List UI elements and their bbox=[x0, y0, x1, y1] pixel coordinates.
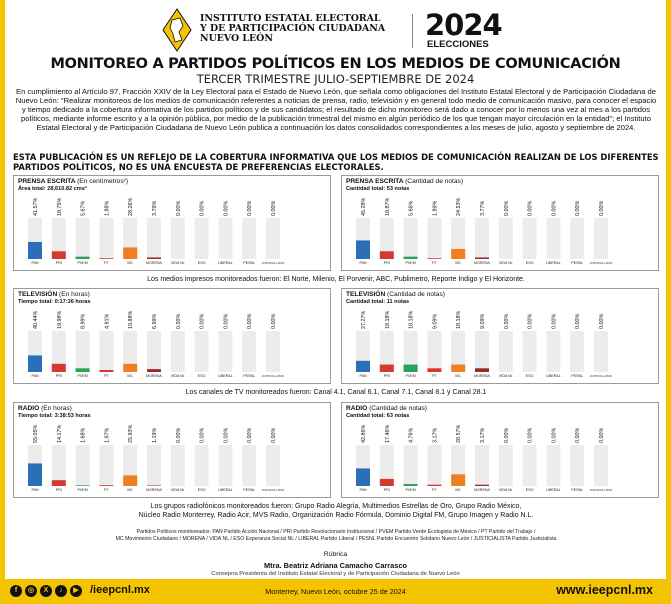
bar-value-label: 0.00% bbox=[599, 200, 605, 216]
bar-background bbox=[147, 331, 161, 372]
category-label: LIBERAL bbox=[546, 488, 561, 492]
instagram-icon[interactable]: ◎ bbox=[25, 585, 37, 597]
chart-total: Cantidad total: 63 notas bbox=[346, 413, 410, 419]
bar-value-label: 0.00% bbox=[175, 200, 182, 216]
bar-value-label: 0.00% bbox=[551, 313, 558, 329]
bar-value-label: 1.68% bbox=[80, 427, 87, 443]
category-label: PRI bbox=[383, 488, 390, 492]
category-label: PVEM bbox=[405, 488, 416, 492]
bar-value-label: 0.00% bbox=[199, 200, 206, 216]
institute-line-3: NUEVO LEÓN bbox=[200, 33, 273, 44]
category-label: JUSTICIA-LISTA bbox=[261, 374, 285, 378]
category-label: MORENA bbox=[474, 488, 490, 492]
category-label: PT bbox=[432, 261, 437, 265]
social-handle[interactable]: /ieepcnl.mx bbox=[90, 584, 150, 596]
bar-value-label: 0.00% bbox=[175, 427, 182, 443]
category-label: ESO bbox=[197, 488, 206, 492]
category-label: LIBERAL bbox=[218, 488, 233, 492]
category-label: ESO bbox=[525, 261, 534, 265]
bar-value-label: 0.00% bbox=[575, 313, 582, 329]
bar-pan bbox=[28, 463, 42, 486]
bar-value-label: 0.00% bbox=[527, 427, 534, 443]
bar-pvem bbox=[404, 484, 418, 486]
bar-background bbox=[499, 218, 513, 259]
bar-background bbox=[499, 445, 513, 486]
caption-prensa: Los medios impresos monitoreados fueron: El Norte, Milenio, El Porvenir, ABC, Publimetro, Reporte Indigo y El Horizonte. bbox=[147, 276, 525, 283]
signer-name: Mtra. Beatriz Adriana Camacho Carrasco bbox=[263, 561, 408, 570]
bar-morena bbox=[475, 257, 489, 259]
elections-label: ELECCIONES bbox=[427, 39, 489, 50]
category-label: VIDA NL bbox=[170, 488, 185, 492]
bar-background bbox=[523, 445, 537, 486]
elections-logo bbox=[425, 8, 507, 52]
bar-value-label: 18.18% bbox=[456, 310, 463, 329]
bar-value-label: 18.18% bbox=[384, 310, 391, 329]
category-label: PT bbox=[104, 374, 109, 378]
category-label: LIBERAL bbox=[218, 261, 233, 265]
category-label: MORENA bbox=[146, 488, 162, 492]
bar-value-label: 17.46% bbox=[384, 424, 391, 443]
bar-background bbox=[171, 331, 185, 372]
bar-pan bbox=[356, 240, 370, 259]
bar-background bbox=[546, 445, 560, 486]
bar-mc bbox=[123, 247, 137, 259]
chart-title-text: RADIO bbox=[18, 405, 42, 412]
category-label: MC bbox=[127, 488, 133, 492]
chart-title bbox=[346, 405, 427, 412]
category-label: PESNL bbox=[571, 374, 584, 378]
bar-background bbox=[523, 331, 537, 372]
party-legend bbox=[13, 529, 659, 543]
bar-background bbox=[99, 331, 113, 372]
bar-pri bbox=[380, 365, 394, 372]
bar-value-label: 19.98% bbox=[56, 310, 63, 329]
category-label: PAN bbox=[359, 374, 367, 378]
category-label: ESO bbox=[197, 261, 206, 265]
category-label: JUSTICIA-LISTA bbox=[261, 261, 285, 265]
bar-pri bbox=[52, 251, 66, 259]
chart-title bbox=[18, 291, 90, 298]
bar-value-label: 0.00% bbox=[247, 427, 254, 443]
bar-pvem bbox=[76, 368, 90, 372]
category-label: PT bbox=[432, 488, 437, 492]
bar-background bbox=[171, 445, 185, 486]
bar-value-label: 45.28% bbox=[361, 197, 367, 216]
bar-background bbox=[195, 331, 209, 372]
bar-background bbox=[523, 218, 537, 259]
bar-value-label: 1.88% bbox=[104, 200, 111, 216]
bar-background bbox=[99, 445, 113, 486]
chart-tv-horas bbox=[13, 288, 331, 384]
chart-unit: (Cantidad de notas) bbox=[387, 291, 445, 298]
bar-chart bbox=[14, 419, 330, 497]
category-label: JUSTICIA-LISTA bbox=[261, 488, 285, 492]
category-label: PESNL bbox=[243, 488, 256, 492]
bar-value-label: 18.87% bbox=[384, 197, 391, 216]
bar-background bbox=[147, 218, 161, 259]
bar-value-label: 3.77% bbox=[480, 200, 486, 216]
bar-value-label: 0.00% bbox=[175, 313, 182, 329]
chart-total: Cantidad total: 11 notas bbox=[346, 299, 410, 305]
bar-background bbox=[76, 445, 90, 486]
bar-value-label: 28.26% bbox=[128, 197, 135, 216]
bar-value-label: 28.57% bbox=[456, 424, 463, 443]
header-divider bbox=[412, 14, 413, 48]
notice-paragraph: ESTA PUBLICACIÓN ES UN REFLEJO DE LA COBERTURA INFORMATIVA QUE LOS MEDIOS DE COMUNICACIÓN REALIZAN DE LOS DIFERENTES PARTIDOS POLÍTICOS, NO ES UNA ENCUESTA DE PREFERENCIAS ELECTORALES. bbox=[13, 152, 659, 172]
rubrica-label: Rúbrica bbox=[323, 551, 348, 558]
bar-background bbox=[147, 445, 161, 486]
bar-mc bbox=[123, 364, 137, 372]
bar-pt bbox=[99, 370, 113, 372]
bar-pan bbox=[356, 468, 370, 486]
caption-tv: Los canales de TV monitoreados fueron: Canal 4.1, Canal 6.1, Canal 7.1, Canal 8.1 y Canal 28.1 bbox=[185, 389, 487, 396]
bar-background bbox=[546, 331, 560, 372]
bar-pt bbox=[99, 485, 113, 486]
bar-background bbox=[427, 331, 441, 372]
institute-line-2: Y DE PARTICIPACIÓN CIUDADANA bbox=[200, 23, 386, 34]
chart-title bbox=[346, 178, 463, 185]
bar-value-label: 1.97% bbox=[104, 427, 111, 443]
intro-paragraph: En cumplimiento al Artículo 97, Fracción XXIV de la Ley Electoral para el Estado de Nuevo León, que señala como obligaciones del Instituto Estatal Electoral y de Participación Ciudadana de Nuevo León: "Realizar monitoreos de los medios de comunicación referentes a noticias de prensa, radio, televisión y en general todo medio de comunicación masivo, para conocer el espacio y tiempo dedicado a la cobertura informativa de los partidos políticos y de sus candidatos; el resultado de dicho monitoreo será dado a conocer por lo menos una vez al mes a los partidos políticos, mediante informe escrito y a la opinión pública, por medio de la publicación trimestral del mismo en algún periódico de los que tengan mayor circulación en la entidad"; el Instituto Estatal Electoral y de Participación Ciudadana de Nuevo León publica a continuación los datos consolidados correspondientes a los meses de julio, agosto y septiembre de 2024. bbox=[15, 87, 657, 133]
category-label: VIDA NL bbox=[498, 261, 513, 265]
bar-background bbox=[594, 331, 608, 372]
left-border bbox=[0, 0, 5, 604]
bar-background bbox=[570, 331, 584, 372]
bar-value-label: 3.79% bbox=[152, 200, 158, 216]
category-label: MORENA bbox=[146, 261, 162, 265]
chart-title-text: TELEVISIÓN bbox=[346, 291, 388, 298]
bar-value-label: 55.05% bbox=[33, 424, 39, 443]
bar-background bbox=[475, 445, 489, 486]
category-label: MC bbox=[127, 374, 133, 378]
bar-background bbox=[475, 218, 489, 259]
bar-background bbox=[76, 331, 90, 372]
chart-title bbox=[346, 291, 445, 298]
chart-total: Cantidad total: 53 notas bbox=[346, 186, 410, 192]
bar-background bbox=[218, 331, 232, 372]
bar-value-label: 1.19% bbox=[152, 427, 158, 443]
bar-chart bbox=[14, 305, 330, 383]
category-label: MC bbox=[127, 261, 133, 265]
bar-value-label: 9.09% bbox=[432, 313, 439, 329]
bar-background bbox=[195, 218, 209, 259]
place-date: Monterrey, Nuevo León, octubre 25 de 2024 bbox=[265, 587, 406, 596]
category-label: MORENA bbox=[474, 374, 490, 378]
bar-value-label: 0.00% bbox=[271, 427, 277, 443]
bar-value-label: 0.00% bbox=[575, 200, 582, 216]
bar-background bbox=[76, 218, 90, 259]
bar-value-label: 24.53% bbox=[456, 197, 463, 216]
page-title: MONITOREO A PARTIDOS POLÍTICOS EN LOS MEDIOS DE COMUNICACIÓN bbox=[50, 56, 621, 72]
bar-value-label: 41.57% bbox=[33, 197, 39, 216]
institute-line-1: INSTITUTO ESTATAL ELECTORAL bbox=[200, 13, 381, 24]
bar-value-label: 25.93% bbox=[128, 424, 135, 443]
category-label: PESNL bbox=[571, 488, 584, 492]
bar-background bbox=[195, 445, 209, 486]
category-label: JUSTICIA-LISTA bbox=[589, 261, 613, 265]
bar-value-label: 14.17% bbox=[56, 424, 63, 443]
bar-value-label: 0.00% bbox=[223, 427, 230, 443]
category-label: PRI bbox=[383, 261, 390, 265]
bar-value-label: 9.09% bbox=[480, 313, 486, 329]
category-label: PVEM bbox=[77, 488, 88, 492]
bar-value-label: 19.88% bbox=[128, 310, 135, 329]
chart-radio-horas bbox=[13, 402, 331, 498]
bar-background bbox=[594, 445, 608, 486]
category-label: ESO bbox=[525, 488, 534, 492]
party-legend-line-1: Partidos Políticos monitoreados: PAN Partido Acción Nacional / PRI Partido Revolucionario Institucional / PVEM Partido Verde Ecologista de México / PT Partido del Trabajo / bbox=[136, 529, 536, 535]
category-label: VIDA NL bbox=[498, 374, 513, 378]
bar-background bbox=[427, 218, 441, 259]
bar-morena bbox=[147, 257, 161, 259]
bar-value-label: 0.00% bbox=[551, 200, 558, 216]
category-label: MC bbox=[455, 374, 461, 378]
bar-background bbox=[242, 445, 256, 486]
category-label: LIBERAL bbox=[546, 261, 561, 265]
bar-value-label: 0.00% bbox=[503, 427, 510, 443]
category-label: JUSTICIA-LISTA bbox=[589, 374, 613, 378]
website-link[interactable]: www.ieepcnl.mx bbox=[556, 583, 653, 597]
category-label: MC bbox=[455, 261, 461, 265]
chart-unit: (Cantidad de notas) bbox=[369, 405, 427, 412]
bar-mc bbox=[123, 475, 137, 486]
bar-pt bbox=[427, 485, 441, 486]
header bbox=[150, 8, 550, 52]
bar-background bbox=[242, 331, 256, 372]
bar-chart bbox=[342, 305, 658, 383]
category-label: PAN bbox=[359, 488, 367, 492]
category-label: PESNL bbox=[243, 261, 256, 265]
bar-value-label: 42.86% bbox=[361, 424, 367, 443]
caption-radio-line-2: Núcleo Radio Monterrey, Radio Acir, MVS Radio, Organización Radio Fórmula, Dominio Digital FM, Grupo Imagen y Radio N.L. bbox=[138, 511, 534, 519]
ieepcnl-logo-icon bbox=[162, 8, 192, 52]
bar-value-label: 0.00% bbox=[599, 313, 605, 329]
x-icon[interactable]: X bbox=[40, 585, 52, 597]
bar-background bbox=[594, 218, 608, 259]
category-label: VIDA NL bbox=[170, 374, 185, 378]
chart-radio-notas bbox=[341, 402, 659, 498]
chart-title-text: PRENSA ESCRITA bbox=[18, 178, 78, 185]
bar-value-label: 4.76% bbox=[408, 427, 415, 443]
bar-value-label: 3.17% bbox=[432, 427, 439, 443]
bar-value-label: 27.27% bbox=[361, 310, 367, 329]
bar-value-label: 0.00% bbox=[247, 313, 254, 329]
category-label: PRI bbox=[383, 374, 390, 378]
elections-year: 2024 bbox=[425, 8, 502, 42]
chart-prensa-notas bbox=[341, 175, 659, 271]
bar-value-label: 0.00% bbox=[271, 200, 277, 216]
bar-value-label: 5.67% bbox=[80, 200, 87, 216]
chart-title-text: TELEVISIÓN bbox=[18, 291, 60, 298]
bar-value-label: 0.00% bbox=[503, 200, 510, 216]
bar-value-label: 1.89% bbox=[432, 200, 439, 216]
category-label: PVEM bbox=[405, 374, 416, 378]
category-label: PAN bbox=[31, 488, 39, 492]
category-label: VIDA NL bbox=[498, 488, 513, 492]
facebook-icon[interactable]: f bbox=[10, 585, 22, 597]
chart-total: Área total: 28,610.82 cms² bbox=[18, 186, 87, 192]
caption-radio-line-1: Los grupos radiofónicos monitoreados fueron: Grupo Radio Alegría, Multimedios Estrellas de Oro, Grupo Radio México, bbox=[150, 503, 522, 510]
category-label: JUSTICIA-LISTA bbox=[589, 488, 613, 492]
bar-pt bbox=[99, 258, 113, 259]
bar-pri bbox=[380, 251, 394, 259]
category-label: PRI bbox=[55, 488, 62, 492]
category-label: PVEM bbox=[77, 261, 88, 265]
bar-background bbox=[404, 218, 418, 259]
bar-background bbox=[546, 218, 560, 259]
chart-title bbox=[18, 178, 128, 185]
category-label: ESO bbox=[525, 374, 534, 378]
category-label: PESNL bbox=[243, 374, 256, 378]
bar-pan bbox=[356, 361, 370, 372]
bar-pvem bbox=[76, 257, 90, 259]
category-label: PESNL bbox=[571, 261, 584, 265]
chart-total: Tiempo total: 3:38:53 horas bbox=[18, 413, 91, 419]
bar-background bbox=[475, 331, 489, 372]
bar-pri bbox=[52, 480, 66, 486]
chart-prensa-area bbox=[13, 175, 331, 271]
category-label: PAN bbox=[359, 261, 367, 265]
category-label: PRI bbox=[55, 374, 62, 378]
bar-pvem bbox=[76, 485, 90, 486]
category-label: PAN bbox=[31, 261, 39, 265]
bar-value-label: 0.00% bbox=[271, 313, 277, 329]
bar-value-label: 0.00% bbox=[223, 200, 230, 216]
category-label: MORENA bbox=[474, 261, 490, 265]
category-label: PT bbox=[104, 488, 109, 492]
tiktok-icon[interactable]: ♪ bbox=[55, 585, 67, 597]
bar-value-label: 18.75% bbox=[56, 197, 63, 216]
category-label: VIDA NL bbox=[170, 261, 185, 265]
category-label: LIBERAL bbox=[218, 374, 233, 378]
bar-value-label: 3.17% bbox=[480, 427, 486, 443]
bar-pt bbox=[427, 258, 441, 259]
bar-background bbox=[242, 218, 256, 259]
bar-value-label: 0.00% bbox=[599, 427, 605, 443]
bar-background bbox=[52, 445, 66, 486]
bar-background bbox=[266, 218, 280, 259]
bar-background bbox=[171, 218, 185, 259]
chart-total: Tiempo total: 0:17:36 horas bbox=[18, 299, 91, 305]
category-label: ESO bbox=[197, 374, 206, 378]
bar-background bbox=[404, 445, 418, 486]
bar-chart bbox=[342, 419, 658, 497]
category-label: MC bbox=[455, 488, 461, 492]
bar-pvem bbox=[404, 257, 418, 259]
bar-value-label: 40.44% bbox=[33, 310, 39, 329]
bar-background bbox=[499, 331, 513, 372]
bar-value-label: 6.99% bbox=[152, 313, 158, 329]
category-label: PT bbox=[432, 374, 437, 378]
bar-background bbox=[570, 445, 584, 486]
bar-mc bbox=[451, 249, 465, 259]
bar-chart bbox=[14, 192, 330, 270]
chart-unit: (Cantidad de notas) bbox=[405, 178, 464, 185]
institute-name bbox=[200, 14, 385, 44]
bar-pvem bbox=[404, 365, 418, 372]
signer-role: Consejera Presidenta del Instituto Estatal Electoral y de Participación Ciudadana de Nuevo León bbox=[211, 571, 460, 577]
bar-value-label: 0.00% bbox=[527, 200, 534, 216]
bar-background bbox=[218, 218, 232, 259]
bar-value-label: 0.00% bbox=[223, 313, 230, 329]
category-label: MORENA bbox=[146, 374, 162, 378]
chart-unit: (En centímetros²) bbox=[77, 178, 129, 185]
bar-pri bbox=[52, 364, 66, 372]
bar-pan bbox=[28, 242, 42, 259]
bar-morena bbox=[475, 485, 489, 486]
bar-background bbox=[266, 331, 280, 372]
bar-value-label: 8.99% bbox=[80, 313, 87, 329]
bar-value-label: 0.00% bbox=[247, 200, 254, 216]
bar-value-label: 0.00% bbox=[575, 427, 582, 443]
bar-pan bbox=[28, 355, 42, 372]
bar-value-label: 0.00% bbox=[503, 313, 510, 329]
category-label: PRI bbox=[55, 261, 62, 265]
category-label: PVEM bbox=[405, 261, 416, 265]
bar-background bbox=[266, 445, 280, 486]
chart-unit: (En horas) bbox=[41, 405, 72, 412]
category-label: LIBERAL bbox=[546, 374, 561, 378]
bar-background bbox=[570, 218, 584, 259]
chart-tv-notas bbox=[341, 288, 659, 384]
category-label: PAN bbox=[31, 374, 39, 378]
bar-mc bbox=[451, 365, 465, 372]
page-subtitle: TERCER TRIMESTRE JULIO-SEPTIEMBRE DE 2024 bbox=[196, 72, 475, 86]
bar-background bbox=[99, 218, 113, 259]
bar-value-label: 4.91% bbox=[104, 313, 111, 329]
bar-value-label: 0.00% bbox=[551, 427, 558, 443]
category-label: PT bbox=[104, 261, 109, 265]
bar-value-label: 18.18% bbox=[408, 310, 415, 329]
chart-title-text: PRENSA ESCRITA bbox=[346, 178, 406, 185]
bar-morena bbox=[475, 368, 489, 372]
right-border bbox=[666, 0, 671, 604]
bar-chart bbox=[342, 192, 658, 270]
bar-pt bbox=[427, 368, 441, 372]
bar-value-label: 5.66% bbox=[408, 200, 415, 216]
caption-radio bbox=[13, 503, 659, 520]
bar-background bbox=[218, 445, 232, 486]
bar-value-label: 0.00% bbox=[199, 313, 206, 329]
bar-value-label: 0.00% bbox=[199, 427, 206, 443]
chart-unit: (En horas) bbox=[59, 291, 90, 298]
party-legend-line-2: MC Movimiento Ciudadano / MORENA / VIDA NL / ESO Esperanza Social NL / LIBERAL Partido Liberal / PESNL Partido Encuentro Solidario Nuevo León / JUSTICIALISTA Partido Justicialista bbox=[115, 536, 557, 542]
chart-title bbox=[18, 405, 72, 412]
category-label: PVEM bbox=[77, 374, 88, 378]
bar-pri bbox=[380, 479, 394, 486]
chart-title-text: RADIO bbox=[346, 405, 370, 412]
bar-background bbox=[427, 445, 441, 486]
bar-mc bbox=[451, 474, 465, 486]
youtube-icon[interactable]: ▶ bbox=[70, 585, 82, 597]
bar-morena bbox=[147, 369, 161, 372]
bar-value-label: 0.00% bbox=[527, 313, 534, 329]
footer-bar bbox=[0, 579, 671, 604]
